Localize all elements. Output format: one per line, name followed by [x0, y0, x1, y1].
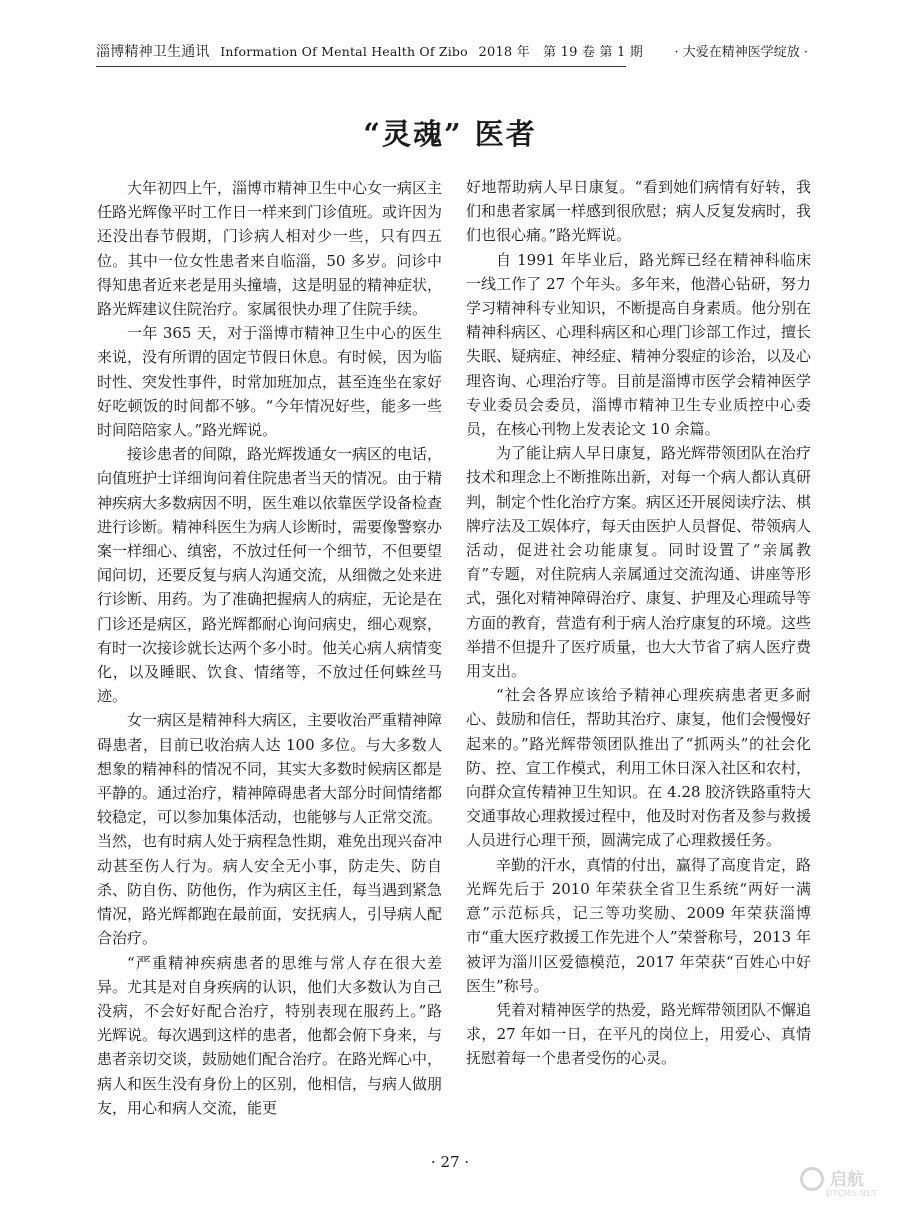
paragraph: 一年 365 天，对于淄博市精神卫生中心的医生来说，没有所谓的固定节假日休息。有时候，因为临时性、突发性事件，时常加班加点，甚至连坐在家好好吃顿饭的时间都不够。“今年情况好些，能多一些时间陪陪家人。”路光辉说。	[97, 324, 443, 440]
brand-logo-icon	[800, 1167, 824, 1191]
page-number: · 27 ·	[430, 1153, 470, 1171]
paragraph: “社会各界应该给予精神心理疾病患者更多耐心、鼓励和信任，帮助其治疗、康复，他们会慢慢好起来的。”路光辉带领团队推出了“抓两头”的社会化防、控、宣工作模式，利用工休日深入社区和农村，向群众宣传精神卫生知识。在 4.28 胶济铁路重特大交通事故心理救援过程中，他及时对伤者及参与救援人员进行心理干预，圆满完成了心理救援任务。	[466, 686, 812, 850]
paragraph: 大年初四上午，淄博市精神卫生中心女一病区主任路光辉像平时工作日一样来到门诊值班。或许因为还没出春节假期，门诊病人相对少一些，只有四五位。其中一位女性患者来自临淄，50 多岁。问诊中得知患者近来老是用头撞墙，这是明显的精神症状，路光辉建议住院治疗。家属很快办理了住院手续。	[97, 179, 443, 319]
journal-name-en: Information Of Mental Health Of Zibo	[220, 44, 468, 59]
paragraph: 凭着对精神医学的热爱，路光辉带领团队不懈追求，27 年如一日，在平凡的岗位上，用爱心、真情抚慰着每一个患者受伤的心灵。	[466, 1000, 812, 1068]
watermark-brand: 启航	[830, 1170, 864, 1190]
watermark-site: DTCMS.NET	[826, 1189, 878, 1198]
section-title: · 大爱在精神医学绽放 ·	[674, 45, 808, 60]
watermark	[800, 1165, 880, 1205]
paragraph: “严重精神疾病患者的思维与常人存在很大差异。尤其是对自身疾病的认识，他们大多数认为自己没病，不会好好配合治疗，特别表现在服药上。”路光辉说。每次遇到这样的患者，他都会俯下身来，与患者亲切交谈，鼓励她们配合治疗。在路光辉心中，病人和医生没有身份上的区别，他相信，与病人做朋友，用心和病人交流，能更	[97, 953, 443, 1117]
paragraph: 自 1991 年毕业后，路光辉已经在精神科临床一线工作了 27 个年头。多年来，他潜心钻研，努力学习精神科专业知识，不断提高自身素质。他分别在精神科病区、心理科病区和心理门诊部工作过，擅长失眠、疑病症、神经症、精神分裂症的诊治，以及心理咨询、心理治疗等。目前是淄博市医学会精神医学专业委员会委员，淄博市精神卫生专业质控中心委员，在核心刊物上发表论文 10 余篇。	[466, 250, 812, 439]
header-rule	[96, 66, 626, 67]
paragraph: 接诊患者的间隙，路光辉拨通女一病区的电话，向值班护士详细询问着住院患者当天的情况。由于精神疾病大多数病因不明，医生难以依靠医学设备检查进行诊断。精神科医生为病人诊断时，需要像警察办案一样细心、缜密，不放过任何一个细节，不但要望闻问切，还要反复与病人沟通交流，从细微之处来进行诊断、用药。为了准确把握病人的病症，无论是在门诊还是病区，路光辉都耐心询问病史，细心观察，有时一次接诊就长达两个多小时。他关心病人病情变化，以及睡眠、饮食、情绪等，不放过任何蛛丝马迹。	[97, 445, 443, 706]
right-column	[466, 175, 811, 1071]
paragraph: 辛勤的汗水，真情的付出，赢得了高度肯定，路光辉先后于 2010 年荣获全省卫生系统“两好一满意”示范标兵，记三等功奖励、2009 年荣获淄博市“重大医疗救援工作先进个人”荣誉称号，2013 年被评为淄川区爱德模范，2017 年荣获“百姓心中好医生”称号。	[466, 855, 812, 995]
paragraph-continuation: 好地帮助病人早日康复。“看到她们病情有好转，我们和患者家属一样感到很欣慰；病人反复发病时，我们也很心痛。”路光辉说。	[466, 178, 812, 245]
issue-info: 2018 年 第 19 卷 第 1 期	[478, 45, 644, 60]
journal-name-cn: 淄博精神卫生通讯	[96, 44, 210, 60]
running-header	[96, 41, 808, 67]
journal-info	[96, 41, 643, 61]
paragraph: 女一病区是精神科大病区，主要收治严重精神障碍患者，目前已收治病人达 100 多位。与大多数人想象的精神科的情况不同，其实大多数时候病区都是平静的。通过治疗，精神障碍患者大部分时间情绪都较稳定，可以参加集体活动，也能够与人正常交流。当然，也有时病人处于病程急性期，难免出现兴奋冲动甚至伤人行为。病人安全无小事，防走失、防自杀、防自伤、防他伤，作为病区主任，每当遇到紧急情况，路光辉都跑在最前面，安抚病人，引导病人配合治疗。	[97, 711, 443, 948]
paragraph: 为了能让病人早日康复，路光辉带领团队在治疗技术和理念上不断推陈出新，对每一个病人都认真研判，制定个性化治疗方案。病区还开展阅读疗法、棋牌疗法及工娱体疗，每天由医护人员督促、带领病人活动，促进社会功能康复。同时设置了“亲属教育”专题，对住院病人亲属通过交流沟通、讲座等形式，强化对精神障碍治疗、康复、护理及心理疏导等方面的教育，营造有利于病人治疗康复的环境。这些举措不但提升了医疗质量，也大大节省了病人医疗费用支出。	[466, 444, 812, 681]
article-title: “灵魂” 医者	[363, 117, 537, 151]
left-column	[97, 176, 442, 1120]
